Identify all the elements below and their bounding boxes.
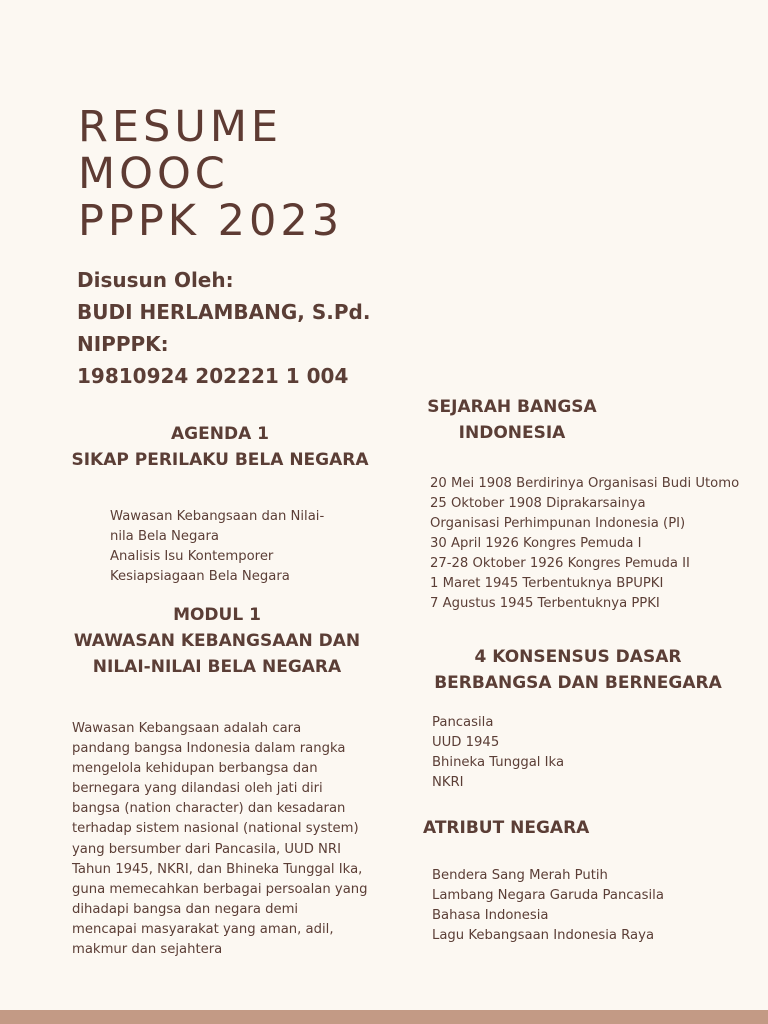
konsensus-list [432, 713, 564, 793]
konsensus-heading-line: 4 KONSENSUS DASAR [474, 647, 682, 667]
konsensus-heading-line: BERBANGSA DAN BERNEGARA [434, 673, 722, 693]
sejarah-heading-line: SEJARAH BANGSA [427, 397, 597, 417]
title-line: PPPK 2023 [78, 196, 344, 246]
author-name: BUDI HERLAMBANG, S.Pd. [77, 300, 371, 324]
paragraph-line: pandang bangsa Indonesia dalam rangka [72, 741, 346, 757]
atribut-heading [423, 815, 589, 841]
list-item: 20 Mei 1908 Berdirinya Organisasi Budi Utomo [430, 476, 740, 491]
paragraph-line: bernegara yang dilandasi oleh jati diri [72, 781, 323, 797]
list-item: Wawasan Kebangsaan dan Nilai- [110, 509, 325, 524]
list-item: 7 Agustus 1945 Terbentuknya PPKI [430, 596, 660, 611]
paragraph-line: mencapai masyarakat yang aman, adil, [72, 921, 334, 937]
paragraph-line: guna memecahkan berbagai persoalan yang [72, 881, 368, 897]
list-item: UUD 1945 [432, 735, 500, 750]
paragraph-line: Tahun 1945, NKRI, dan Bhineka Tunggal Ika, [72, 861, 363, 877]
list-item: NKRI [432, 775, 464, 790]
atribut-heading-line: ATRIBUT NEGARA [423, 818, 590, 838]
list-item: Lambang Negara Garuda Pancasila [432, 888, 664, 903]
list-item: Pancasila [432, 715, 494, 730]
list-item: Bhineka Tunggal Ika [432, 755, 565, 770]
modul-heading-line: NILAI-NILAI BELA NEGARA [92, 657, 342, 677]
paragraph-line: Wawasan Kebangsaan adalah cara [72, 721, 302, 736]
modul-heading-line: MODUL 1 [173, 605, 261, 625]
paragraph-line: bangsa (nation character) dan kesadaran [72, 801, 346, 817]
modul-heading [57, 602, 377, 680]
agenda-heading [60, 421, 380, 473]
nip-label: NIPPPK: [77, 332, 169, 356]
modul-paragraph [72, 719, 368, 960]
modul-heading-line: WAWASAN KEBANGSAAN DAN [73, 631, 361, 651]
nip-number: 19810924 202221 1 004 [77, 364, 349, 388]
list-item: Bahasa Indonesia [432, 908, 549, 923]
agenda-heading-line: AGENDA 1 [171, 424, 269, 444]
document-title [78, 104, 343, 245]
list-item: 27-28 Oktober 1926 Kongres Pemuda II [430, 556, 690, 571]
title-line: RESUME [78, 102, 283, 152]
konsensus-heading [428, 644, 728, 696]
list-item: 25 Oktober 1908 Diprakarsainya [430, 496, 646, 511]
footer-bar [0, 1010, 768, 1024]
atribut-list [432, 866, 664, 946]
agenda-heading-line: SIKAP PERILAKU BELA NEGARA [71, 450, 369, 470]
list-item: Kesiapsiagaan Bela Negara [110, 569, 290, 584]
list-item: Lagu Kebangsaan Indonesia Raya [432, 928, 655, 943]
author-block [77, 264, 370, 392]
sejarah-list [430, 474, 739, 614]
author-label: Disusun Oleh: [77, 268, 234, 292]
list-item: Bendera Sang Merah Putih [432, 868, 608, 883]
list-item: nila Bela Negara [110, 529, 219, 544]
list-item: Organisasi Perhimpunan Indonesia (PI) [430, 516, 686, 531]
paragraph-line: makmur dan sejahtera [72, 942, 223, 958]
agenda-list [110, 507, 324, 587]
title-line: MOOC [78, 149, 229, 199]
list-item: 30 April 1926 Kongres Pemuda I [430, 536, 642, 551]
list-item: Analisis Isu Kontemporer [110, 549, 274, 564]
list-item: 1 Maret 1945 Terbentuknya BPUPKI [430, 576, 664, 591]
sejarah-heading-line: INDONESIA [458, 423, 566, 443]
paragraph-line: mengelola kehidupan berbangsa dan [72, 761, 318, 777]
sejarah-heading [412, 394, 612, 446]
paragraph-line: yang bersumber dari Pancasila, UUD NRI [72, 841, 341, 857]
paragraph-line: terhadap sistem nasional (national system) [72, 821, 359, 837]
paragraph-line: dihadapi bangsa dan negara demi [72, 901, 299, 917]
